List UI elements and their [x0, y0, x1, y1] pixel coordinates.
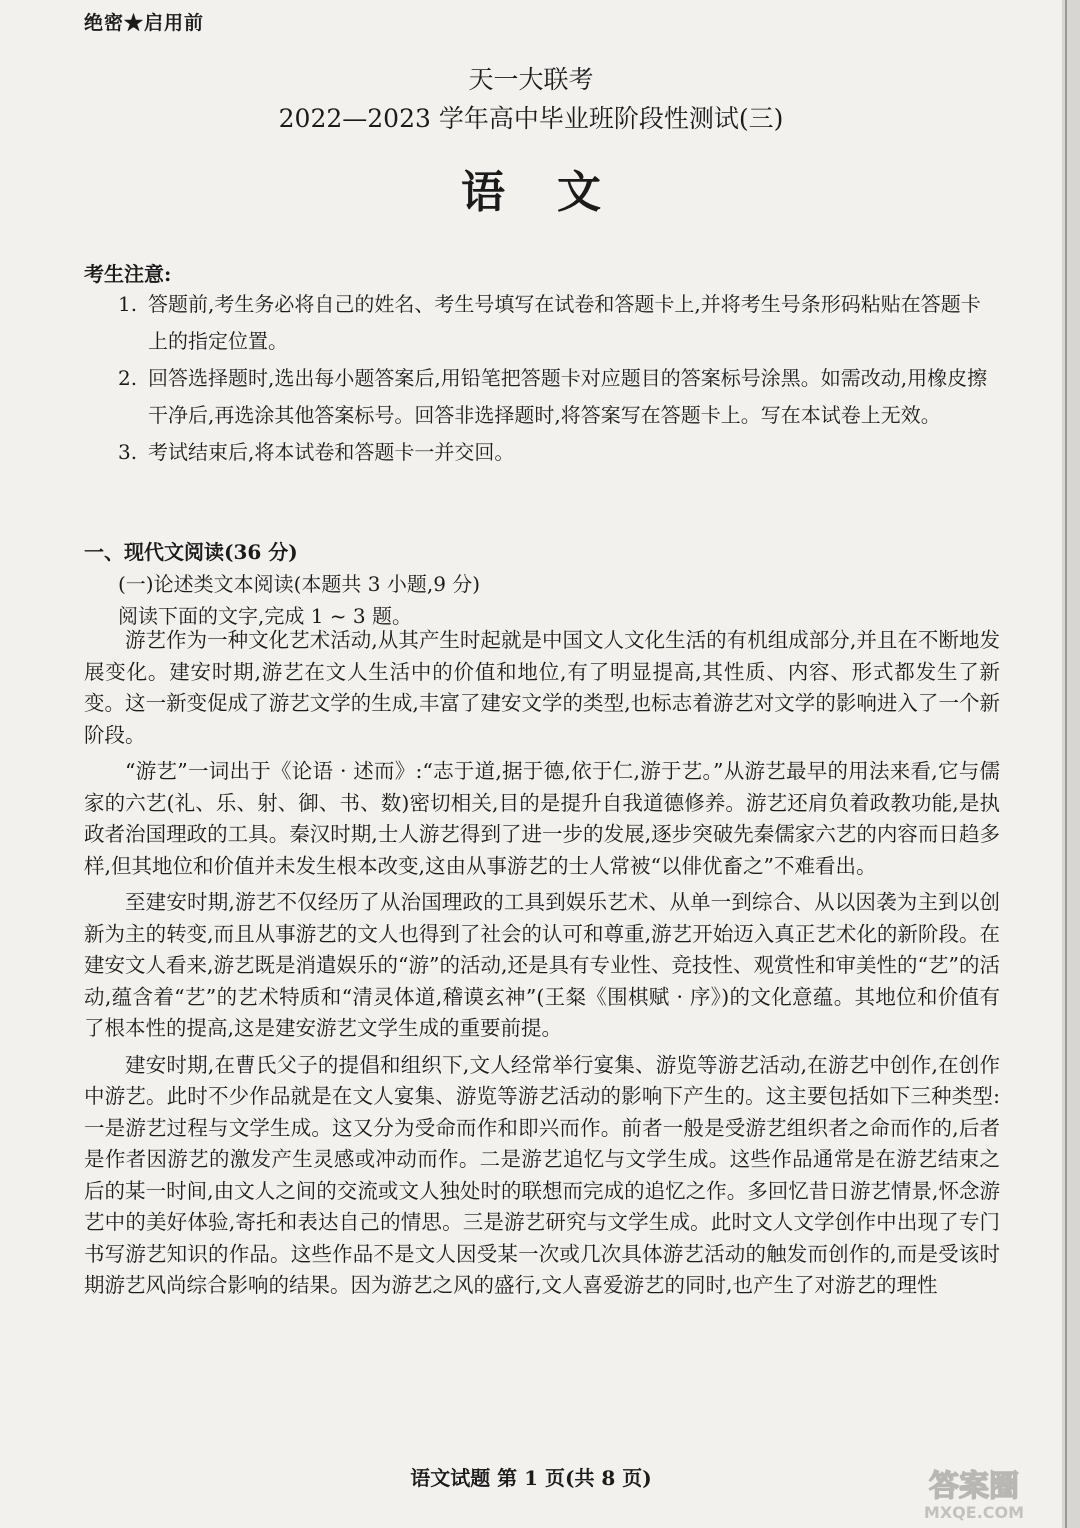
passage-paragraph: 至建安时期,游艺不仅经历了从治国理政的工具到娱乐艺术、从单一到综合、从以因袭为主到以创新为主的转变,而且从事游艺的文人也得到了社会的认可和尊重,游艺开始迈入真正艺术化的新阶段。在建安文人看来,游艺既是消遣娱乐的“游”的活动,还是具有专业性、竞技性、观赏性和审美性的“艺”的活动,蕴含着“艺”的艺术特质和“清灵体道,稽谟玄神”(王粲《围棋赋 · 序》)的文化意蕴。其地位和价值有了根本性的提高,这是建安游艺文学生成的重要前提。	[84, 890, 1000, 1040]
notice-item-number: 3.	[118, 440, 138, 464]
svg-text:答案圈: 答案圈	[929, 1469, 1019, 1504]
watermark-logo	[914, 1462, 1034, 1524]
notice-item	[118, 434, 998, 471]
reading-instruction: 阅读下面的文字,完成 1 ~ 3 题。	[118, 604, 412, 628]
reading-passage	[84, 625, 1000, 1307]
subsection-heading: (一)论述类文本阅读(本题共 3 小题,9 分)	[118, 572, 481, 596]
confidential-mark: 绝密★启用前	[84, 12, 205, 34]
passage-paragraph: 游艺作为一种文化艺术活动,从其产生时起就是中国文人文化生活的有机组成部分,并且在不断地发展变化。建安时期,游艺在文人生活中的价值和地位,有了明显提高,其性质、内容、形式都发生了新变。这一新变促成了游艺文学的生成,丰富了建安文学的类型,也标志着游艺对文学的影响进入了一个新阶段。	[84, 628, 1000, 747]
page-fold-line	[1065, 0, 1067, 1528]
notice-list	[118, 286, 998, 471]
notice-item-text: 答题前,考生务必将自己的姓名、考生号填写在试卷和答题卡上,并将考生号条形码粘贴在答题卡上的指定位置。	[148, 292, 981, 353]
notice-item-number: 2.	[118, 366, 138, 390]
notice-item	[118, 286, 998, 360]
scan-edge	[1062, 0, 1080, 1528]
notice-item-text: 考试结束后,将本试卷和答题卡一并交回。	[148, 440, 515, 464]
notice-item	[118, 360, 998, 434]
section-heading: 一、现代文阅读(36 分)	[84, 540, 298, 564]
notice-item-number: 1.	[118, 292, 138, 316]
notice-item-text: 回答选择题时,选出每小题答案后,用铅笔把答题卡对应题目的答案标号涂黑。如需改动,用橡皮擦干净后,再选涂其他答案标号。回答非选择题时,将答案写在答题卡上。写在本试卷上无效。	[148, 366, 988, 427]
notice-heading: 考生注意:	[84, 262, 172, 286]
organizer-title: 天一大联考	[468, 65, 594, 94]
passage-paragraph: 建安时期,在曹氏父子的提倡和组织下,文人经常举行宴集、游览等游艺活动,在游艺中创作,在创作中游艺。此时不少作品就是在文人宴集、游览等游艺活动的影响下产生的。这主要包括如下三种类型:一是游艺过程与文学生成。这又分为受命而作和即兴而作。前者一般是受游艺组织者之命而作的,后者是作者因游艺的激发产生灵感或冲动而作。二是游艺追忆与文学生成。这些作品通常是在游艺结束之后的某一时间,由文人之间的交流或文人独处时的联想而完成的追忆之作。多回忆昔日游艺情景,怀念游艺中的美好体验,寄托和表达自己的情思。三是游艺研究与文学生成。此时文人文学创作中出现了专门书写游艺知识的作品。这些作品不是文人因受某一次或几次具体游艺活动的触发而创作的,而是受该时期游艺风尚综合影响的结果。因为游艺之风的盛行,文人喜爱游艺的同时,也产生了对游艺的理性	[84, 1052, 1000, 1297]
passage-paragraph: “游艺”一词出于《论语 · 述而》:“志于道,据于德,依于仁,游于艺。”从游艺最早的用法来看,它与儒家的六艺(礼、乐、射、御、书、数)密切相关,目的是提升自我道德修养。游艺还肩负着政教功能,是执政者治国理政的工具。秦汉时期,士人游艺得到了进一步的发展,逐步突破先秦儒家六艺的内容而日趋多样,但其地位和价值并未发生根本改变,这由从事游艺的士人常被“以俳优畜之”不难看出。	[84, 759, 1000, 878]
svg-text:MXQE.COM: MXQE.COM	[923, 1503, 1025, 1522]
page-footer: 语文试题 第 1 页(共 8 页)	[410, 1466, 652, 1490]
subject-title: 语文	[461, 167, 653, 218]
exam-title: 2022—2023 学年高中毕业班阶段性测试(三)	[278, 104, 784, 133]
